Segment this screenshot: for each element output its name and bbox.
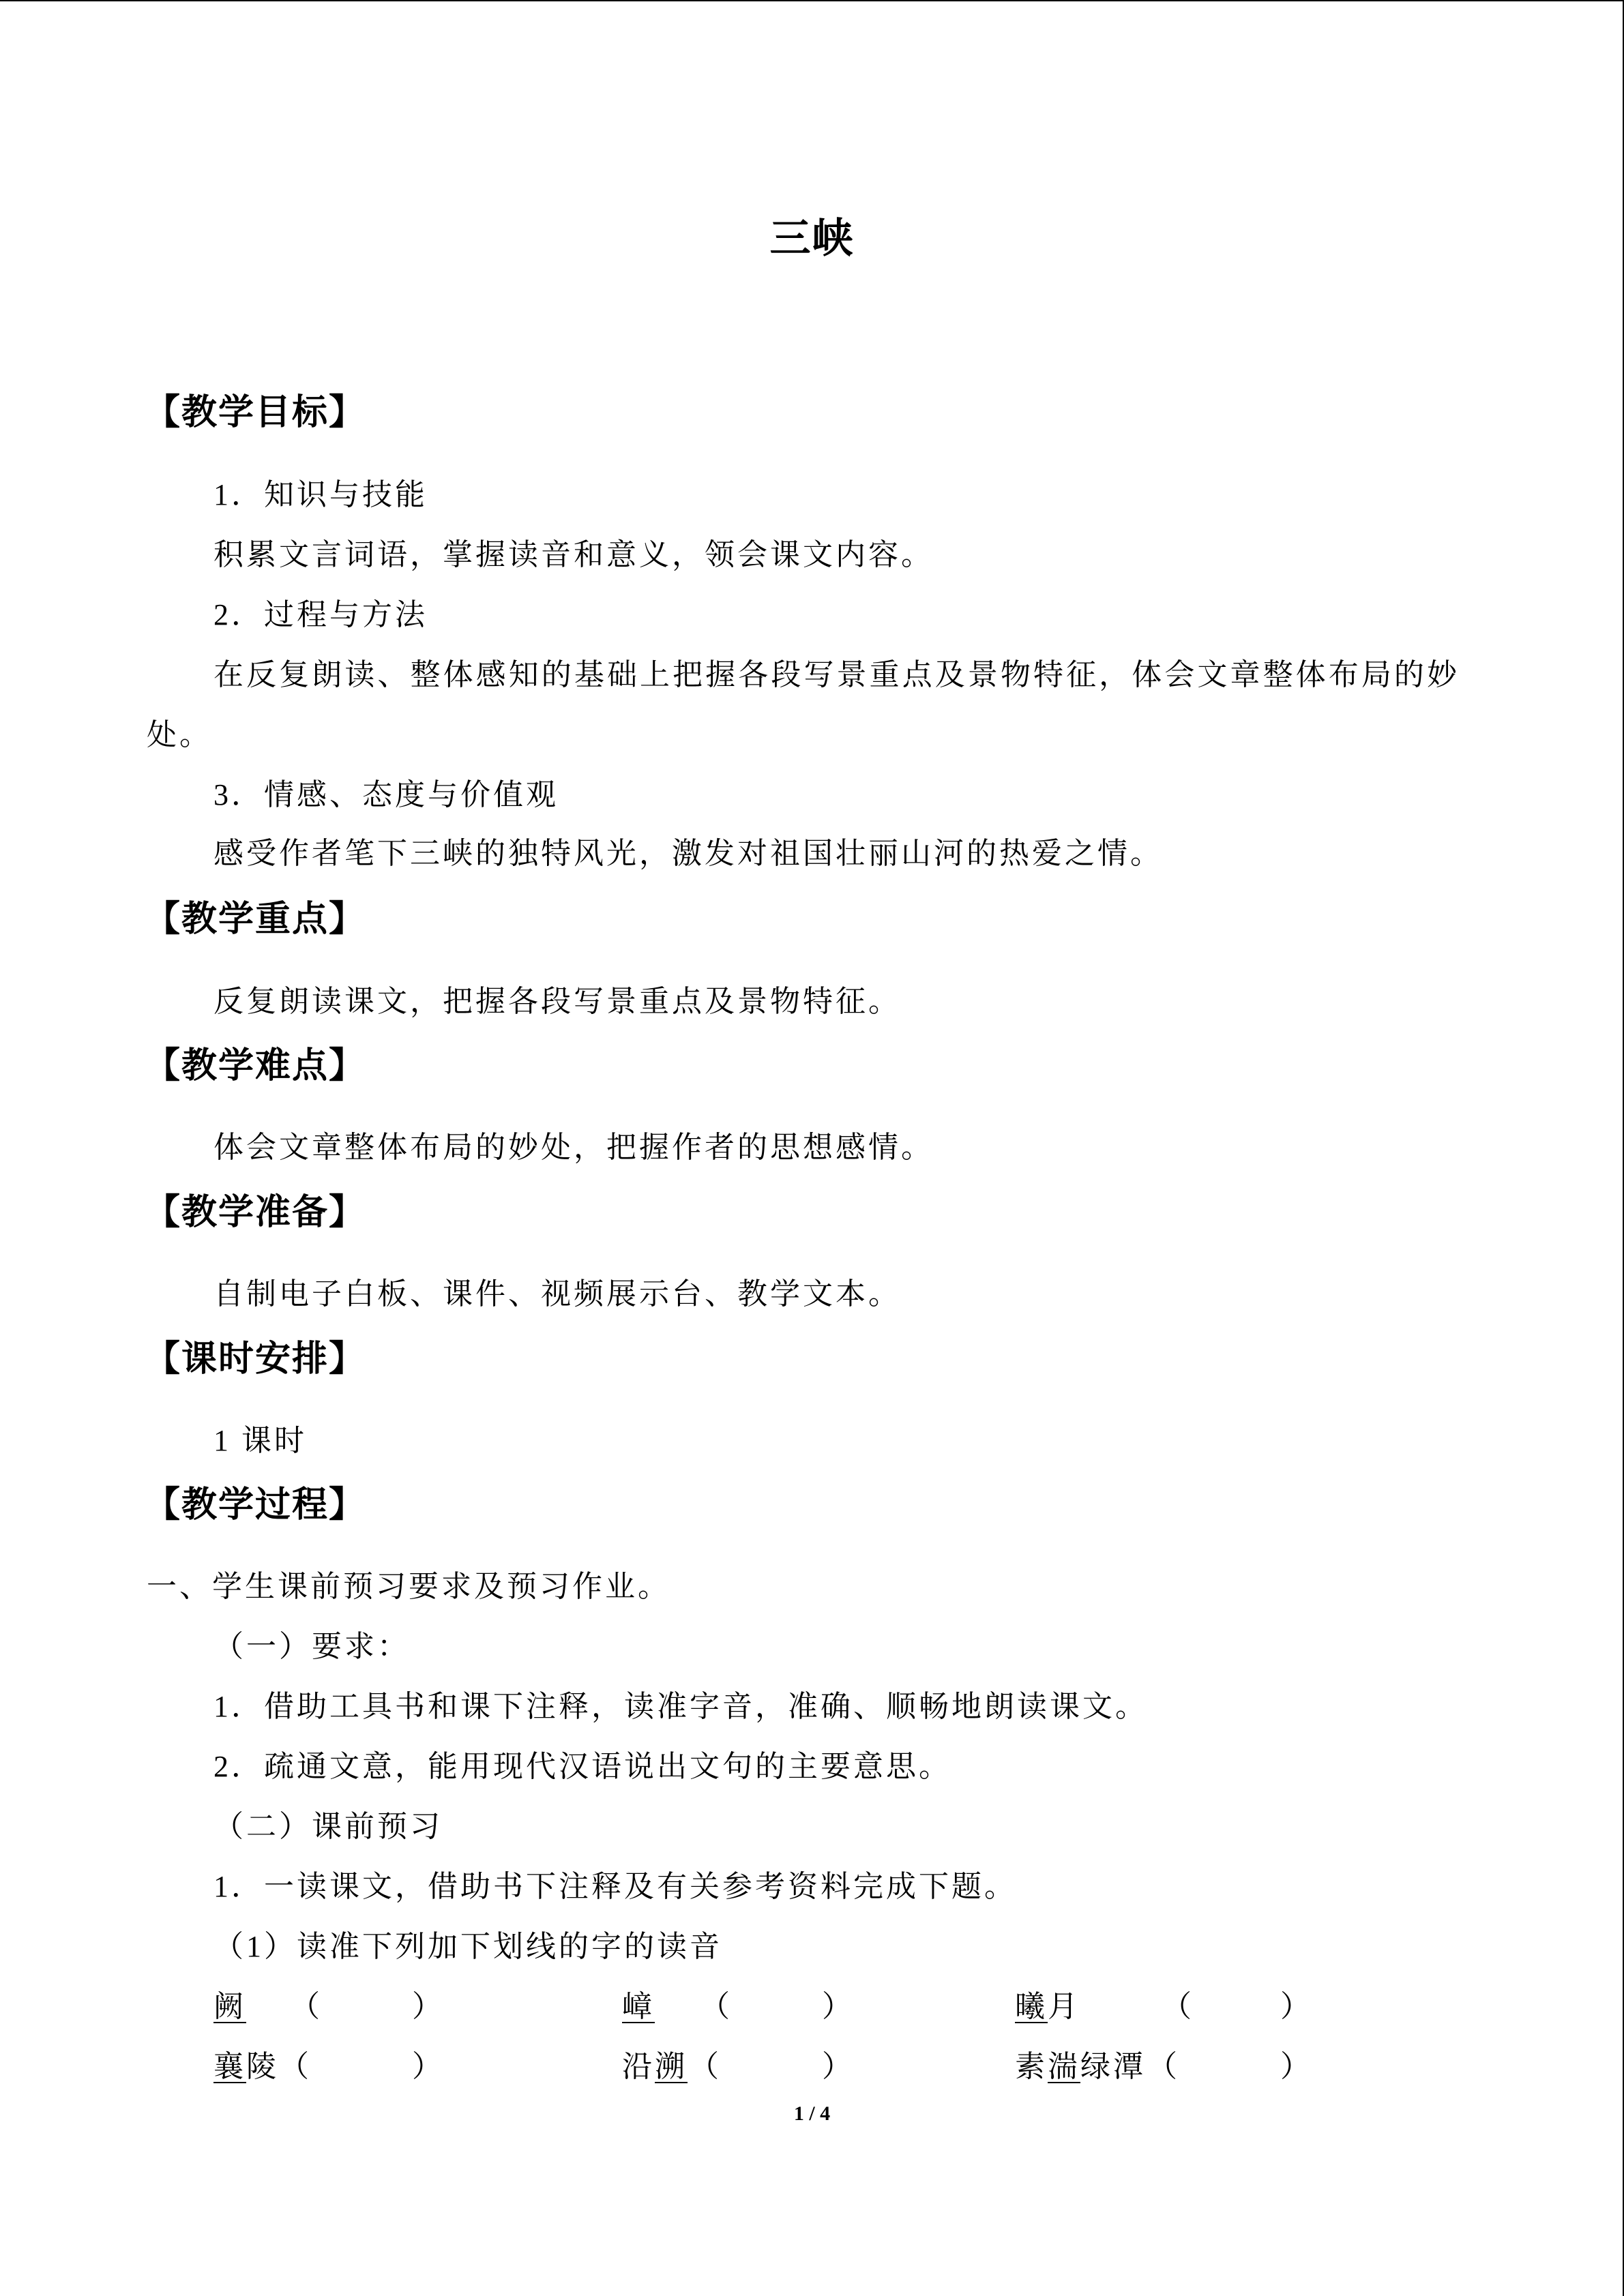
answer-paren-close: ） (412, 1990, 445, 2023)
underlined-char: 湍 (1048, 2050, 1080, 2083)
word-after: 绿潭 (1080, 2050, 1146, 2083)
underlined-char: 嶂 (622, 1990, 655, 2023)
word-after: 陵 (246, 2050, 279, 2083)
word-before: 沿 (622, 2050, 655, 2083)
heading-schedule: 【课时安排】 (145, 1339, 366, 1379)
objective-line-5: 3．情感、态度与价值观 (213, 778, 559, 811)
pronunciation-word (213, 1986, 246, 2027)
process-line-5: 1．一读课文，借助书下注释及有关参考资料完成下题。 (213, 1870, 1017, 1903)
objective-line-1: 1．知识与技能 (213, 478, 428, 511)
heading-difficulties: 【教学难点】 (145, 1046, 366, 1086)
process-line-6: （1）读准下列加下划线的字的读音 (213, 1930, 722, 1963)
process-line-1: （一）要求： (213, 1630, 410, 1663)
objective-line-6: 感受作者笔下三峡的独特风光，激发对祖国壮丽山河的热爱之情。 (213, 837, 1163, 870)
page-number: 1 / 4 (793, 2102, 831, 2125)
pronunciation-word (213, 2046, 279, 2087)
answer-paren-close: ） (822, 1990, 855, 2023)
answer-paren-close: ） (1280, 2050, 1313, 2083)
heading-key-points: 【教学重点】 (145, 899, 366, 939)
objective-line-2: 积累文言词语，掌握读音和意义，领会课文内容。 (213, 538, 934, 571)
pronunciation-word (622, 1986, 655, 2027)
process-part-1: 一、学生课前预习要求及预习作业。 (147, 1570, 670, 1603)
difficulties-text: 体会文章整体布局的妙处，把握作者的思想感情。 (213, 1131, 934, 1164)
answer-paren-open: （ (279, 2050, 312, 2083)
answer-paren-close: ） (1280, 1990, 1313, 2023)
document-title: 三峡 (769, 215, 855, 261)
answer-paren-open: （ (700, 1990, 733, 2023)
underlined-char: 阙 (213, 1990, 246, 2023)
answer-paren-close: ） (822, 2050, 855, 2083)
pronunciation-word (1015, 2046, 1146, 2087)
underlined-char: 溯 (655, 2050, 688, 2083)
answer-paren-close: ） (412, 2050, 445, 2083)
answer-paren-open: （ (1162, 1990, 1194, 2023)
underlined-char: 曦 (1015, 1990, 1048, 2023)
answer-paren-open: （ (290, 1990, 323, 2023)
schedule-text: 1 课时 (213, 1424, 307, 1457)
pronunciation-word (1015, 1986, 1080, 2027)
process-line-2: 1．借助工具书和课下注释，读准字音，准确、顺畅地朗读课文。 (213, 1690, 1148, 1723)
answer-paren-open: （ (1147, 2050, 1180, 2083)
heading-preparation: 【教学准备】 (145, 1193, 366, 1232)
objective-line-3: 2．过程与方法 (213, 598, 428, 631)
preparation-text: 自制电子白板、课件、视频展示台、教学文本。 (213, 1277, 901, 1311)
objective-paragraph: 在反复朗读、整体感知的基础上把握各段写景重点及景物特征，体会文章整体布局的妙处。 (147, 658, 1460, 751)
key-points-text: 反复朗读课文，把握各段写景重点及景物特征。 (213, 985, 901, 1018)
answer-paren-open: （ (689, 2050, 722, 2083)
process-line-4: （二）课前预习 (213, 1810, 443, 1843)
word-before: 素 (1015, 2050, 1048, 2083)
pronunciation-word (622, 2046, 688, 2087)
heading-objectives: 【教学目标】 (145, 393, 366, 432)
word-after: 月 (1048, 1990, 1080, 2023)
heading-process: 【教学过程】 (145, 1485, 366, 1525)
underlined-char: 襄 (213, 2050, 246, 2083)
process-line-3: 2．疏通文意，能用现代汉语说出文句的主要意思。 (213, 1750, 951, 1783)
